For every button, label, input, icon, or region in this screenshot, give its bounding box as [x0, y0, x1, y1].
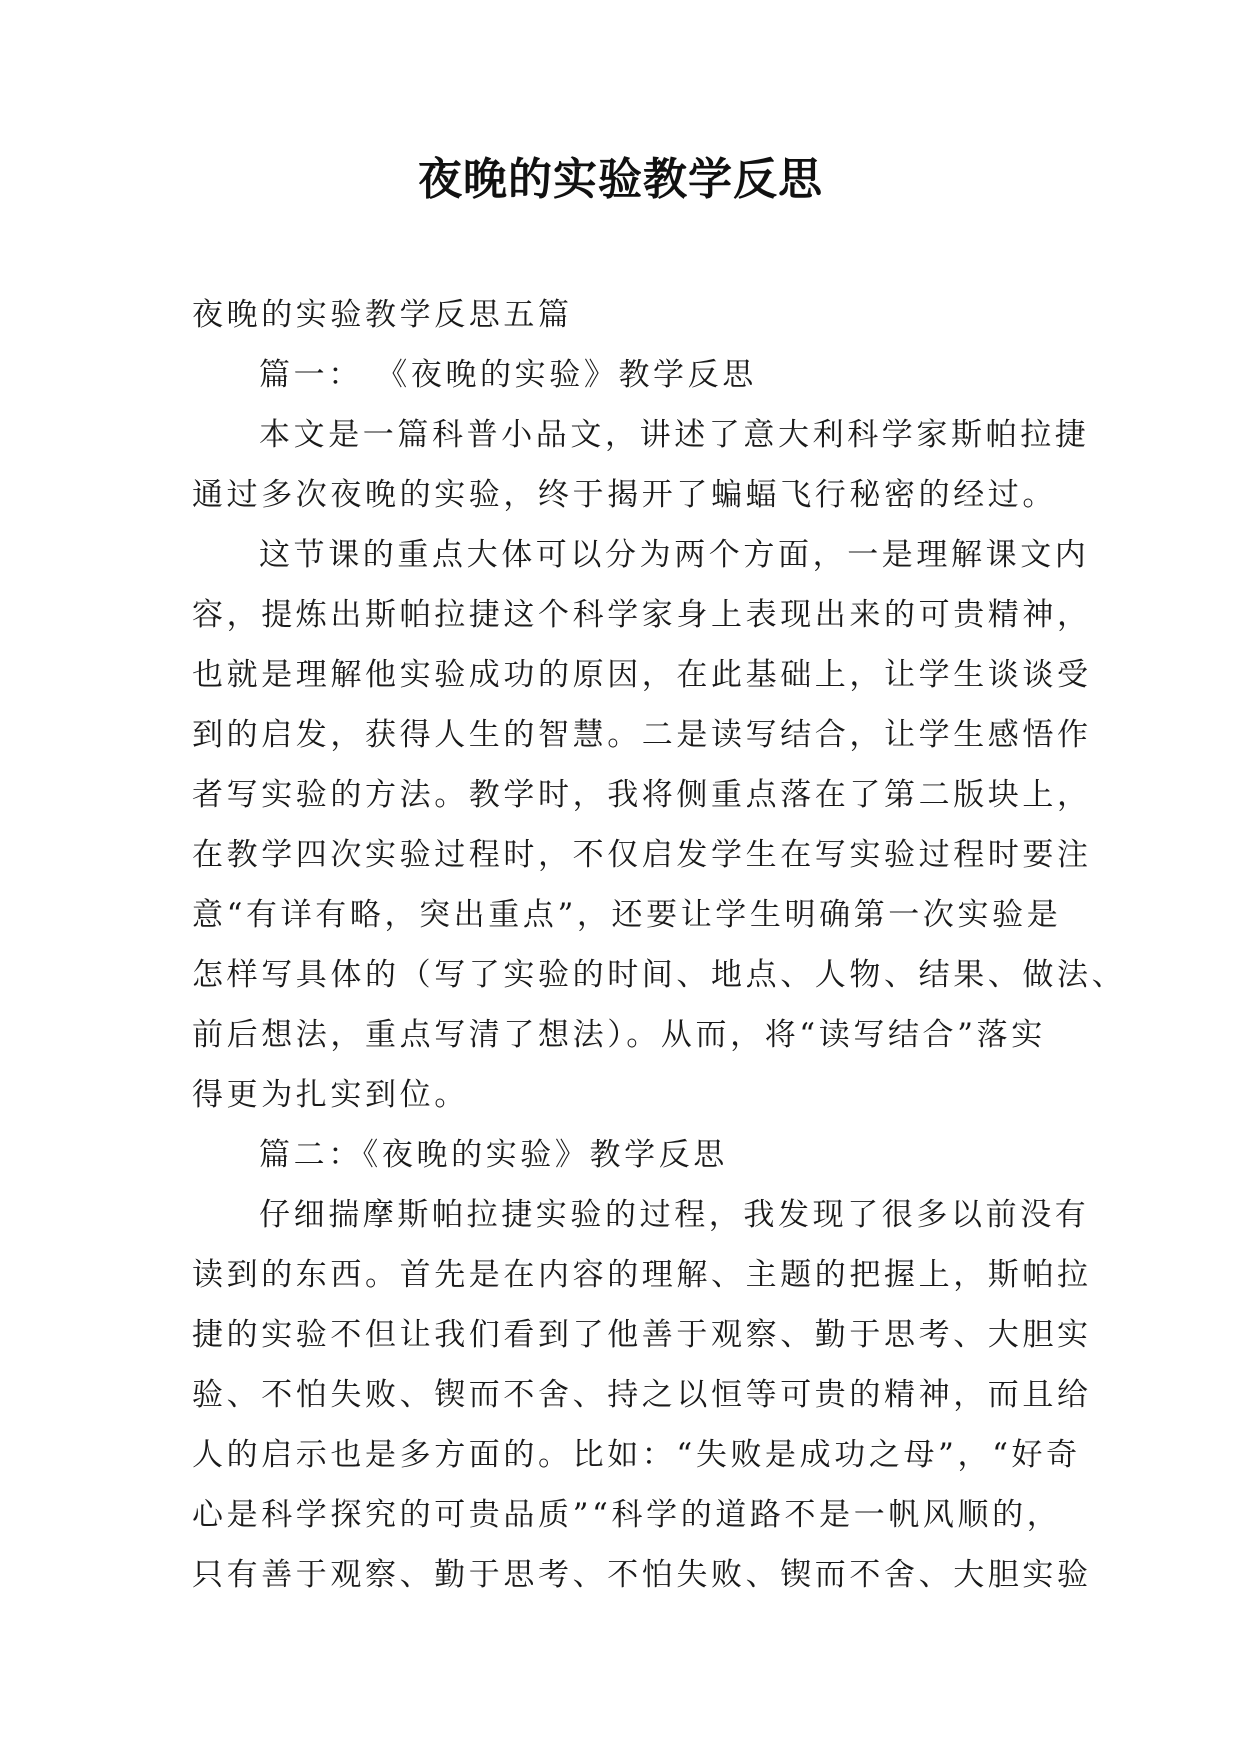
text-line: 前后想法，重点写清了想法）。从而，将“读写结合”落实: [192, 1017, 1046, 1053]
text-line: 仔细揣摩斯帕拉捷实验的过程，我发现了很多以前没有: [259, 1197, 1090, 1233]
text-line: 怎样写具体的（写了实验的时间、地点、人物、结果、做法、: [192, 957, 1127, 993]
text-line: 得更为扎实到位。: [192, 1077, 469, 1113]
text-line: 在教学四次实验过程时，不仅启发学生在写实验过程时要注: [192, 837, 1092, 873]
document-body: [192, 285, 1127, 1605]
text-line: 也就是理解他实验成功的原因，在此基础上，让学生谈谈受: [192, 657, 1092, 693]
text-line: 通过多次夜晚的实验，终于揭开了蝙蝠飞行秘密的经过。: [192, 477, 1057, 513]
text-line: 篇一： 《夜晚的实验》教学反思: [259, 357, 757, 393]
text-line: 这节课的重点大体可以分为两个方面，一是理解课文内: [259, 537, 1090, 573]
text-line: 容，提炼出斯帕拉捷这个科学家身上表现出来的可贵精神，: [192, 597, 1092, 633]
text-line: 者写实验的方法。教学时，我将侧重点落在了第二版块上，: [192, 777, 1092, 813]
document-title: 夜晚的实验教学反思: [418, 154, 823, 205]
text-line: 读到的东西。首先是在内容的理解、主题的把握上，斯帕拉: [192, 1257, 1092, 1293]
text-line: 验、不怕失败、锲而不舍、持之以恒等可贵的精神，而且给: [192, 1377, 1092, 1413]
text-line: 捷的实验不但让我们看到了他善于观察、勤于思考、大胆实: [192, 1317, 1092, 1353]
text-line: 夜晚的实验教学反思五篇: [192, 297, 573, 333]
text-line: 心是科学探究的可贵品质”“科学的道路不是一帆风顺的，: [192, 1497, 1062, 1533]
text-line: 到的启发，获得人生的智慧。二是读写结合，让学生感悟作: [192, 717, 1092, 753]
text-line: 本文是一篇科普小品文，讲述了意大利科学家斯帕拉捷: [259, 417, 1090, 453]
text-line: 篇二：《夜晚的实验》教学反思: [259, 1137, 728, 1173]
text-line: 只有善于观察、勤于思考、不怕失败、锲而不舍、大胆实验: [192, 1557, 1092, 1593]
text-line: 人的启示也是多方面的。比如：“失败是成功之母”，“好奇: [192, 1437, 1081, 1473]
text-line: 意“有详有略，突出重点”，还要让学生明确第一次实验是: [192, 897, 1062, 933]
